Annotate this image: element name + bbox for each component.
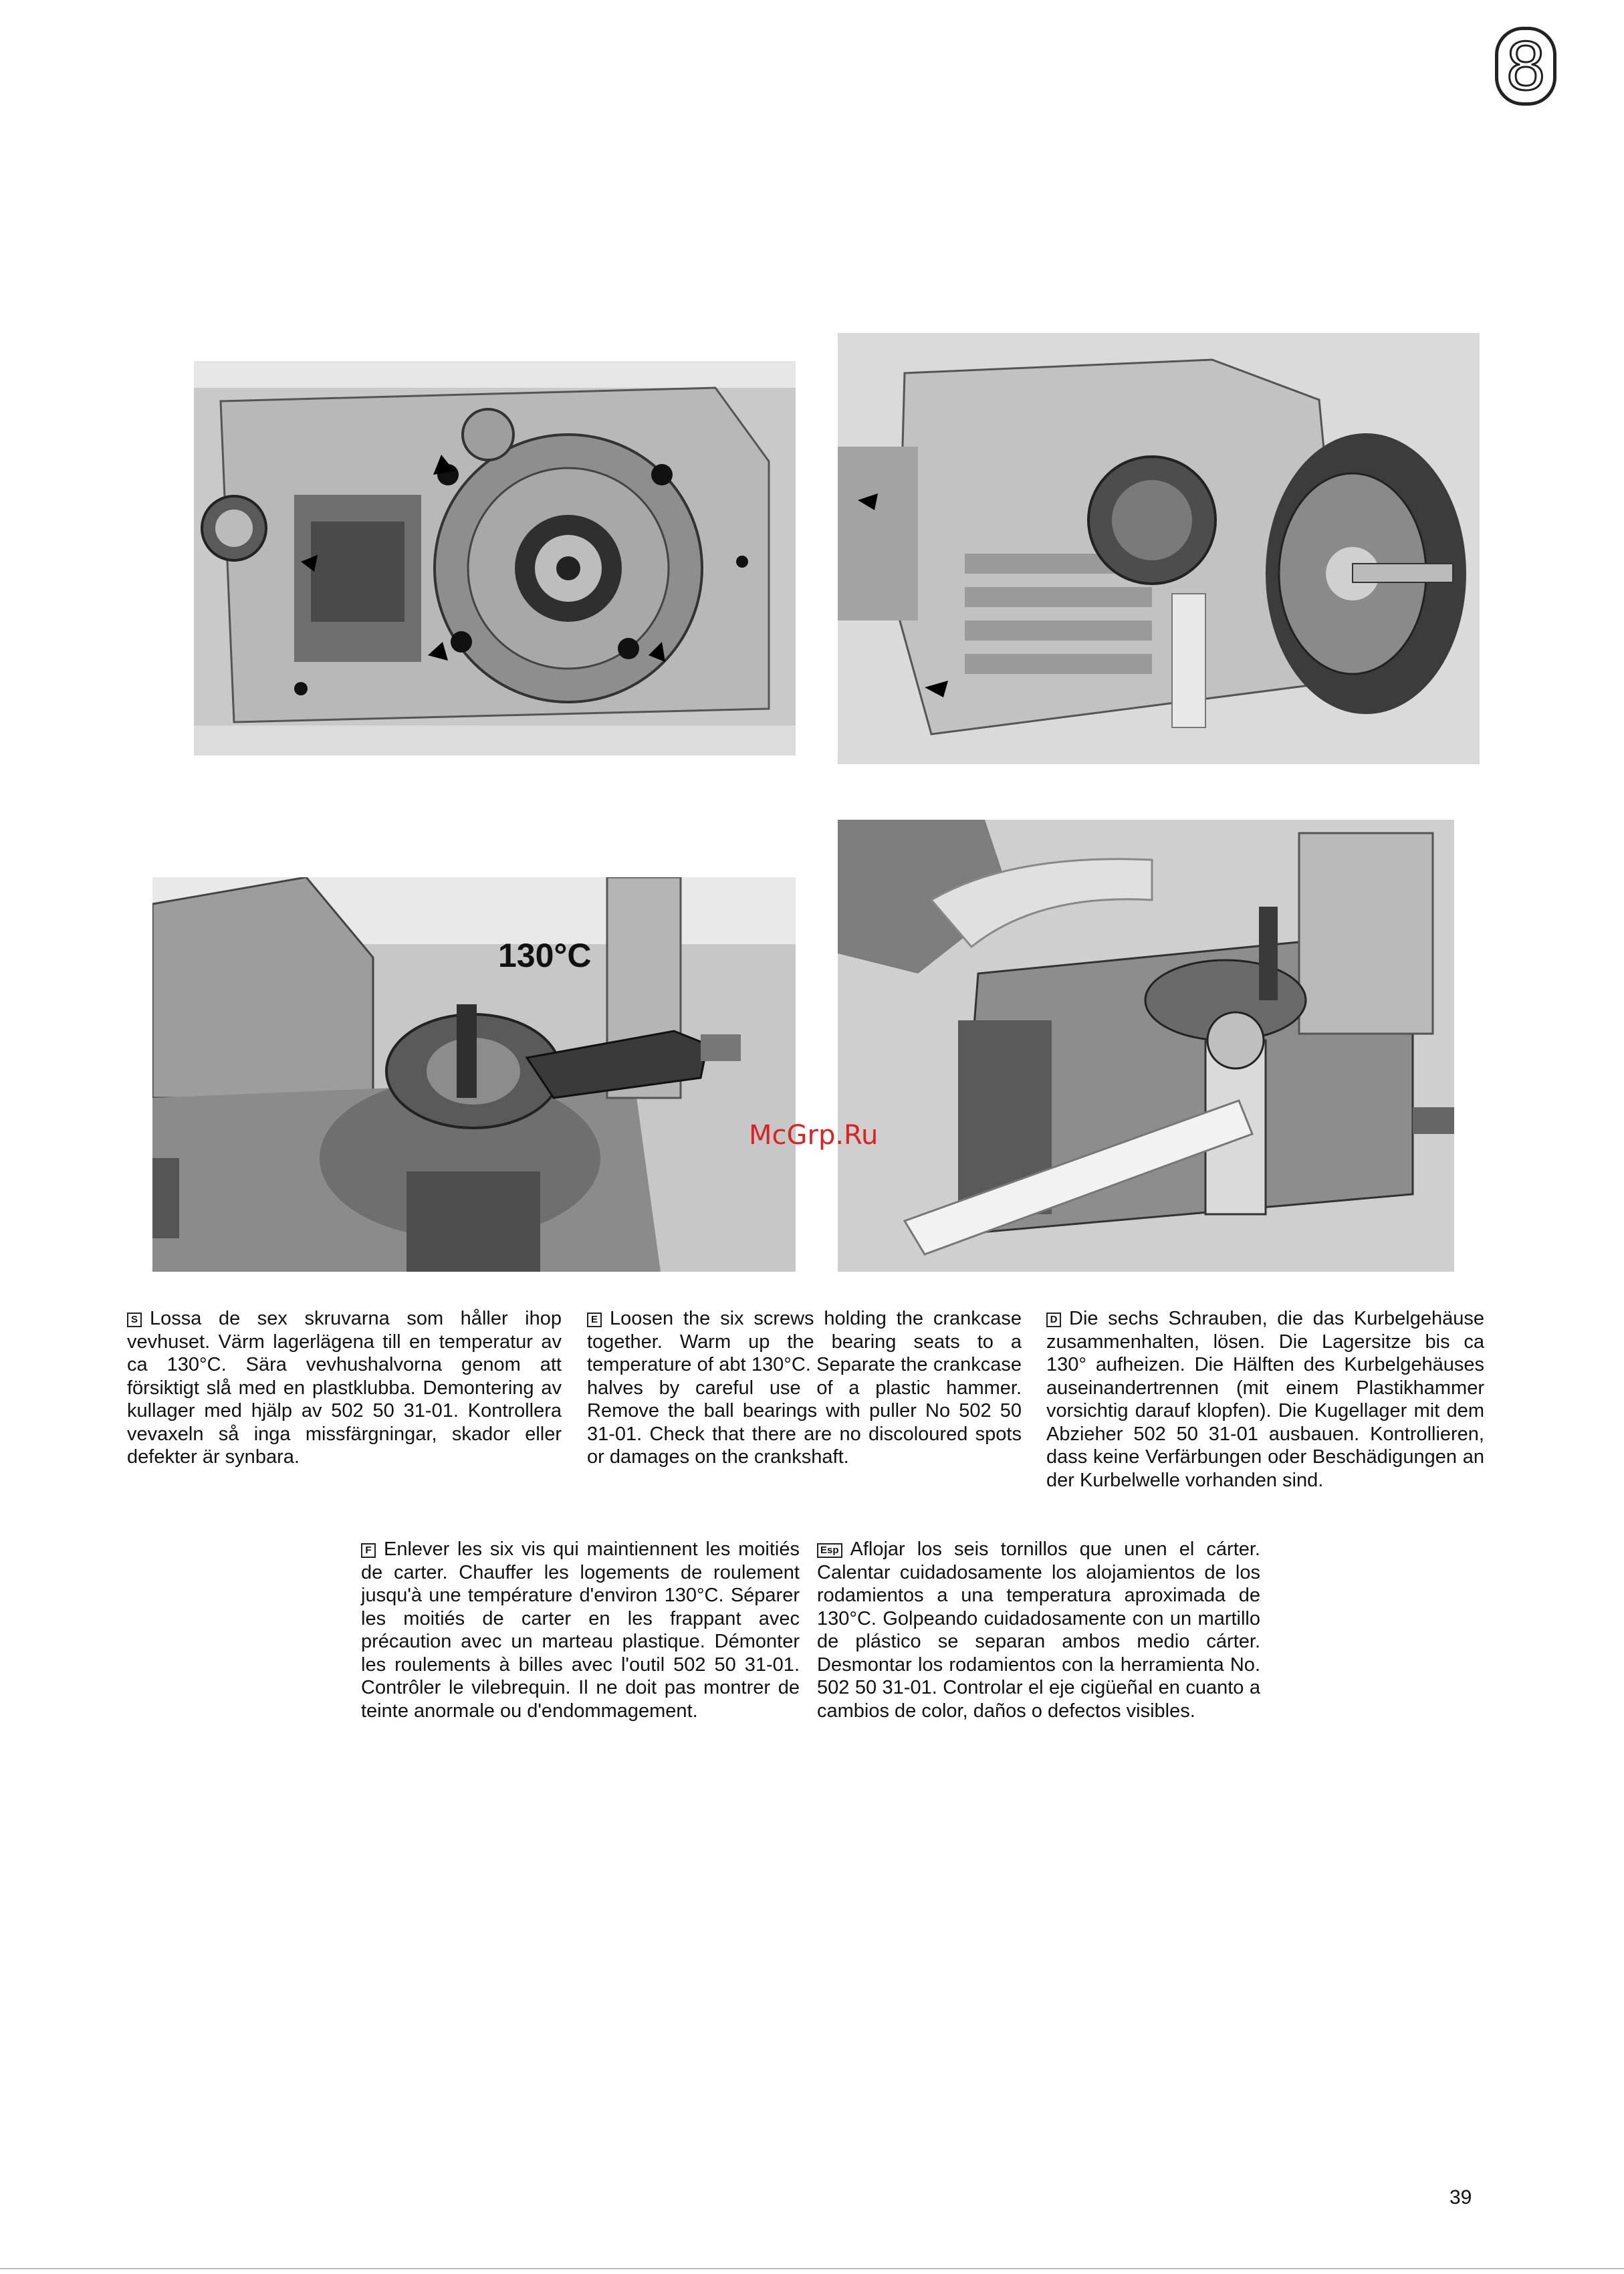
paragraph-spanish-text: Aflojar los seis tornillos que unen el cárter. Calentar cuidadosamente los alojamientos de los rodamientos a una temperatura aproximada de 130°C. Golpeando cuidadosamente con un martillo de plástico se separan ambos medio cárter. Desmontar los rodamientos con la herramienta No. 502 50 31-01. Controlar el eje cigüeñal en cuanto a cambios de color, daños o defectos visibles. [817,1539,1260,1722]
heating-illustration [152,877,796,1272]
bottom-rule [0,2268,1624,2269]
photo-crankcase-assembled [838,333,1480,764]
temperature-label: 130°C [498,937,592,974]
photo-bearing-puller [838,820,1454,1272]
paragraph-french-text: Enlever les six vis qui maintiennent les moitiés de carter. Chauffer les logements de roulement jusqu'à une température d'environ 130°C. Séparer les moitiés de carter en les frappant avec précaution avec un marteau plastique. Démonter les roulements à billes avec l'outil 502 50 31-01. Contrôler le vilebrequin. Il ne doit pas montrer de teinte anormale ou d'endommagement. [361,1539,800,1722]
paragraph-english [587,1307,1022,1469]
paragraph-swedish [127,1307,562,1469]
page-number: 39 [1449,2186,1472,2208]
crankcase-half-illustration [194,361,796,756]
paragraph-spanish [817,1538,1260,1722]
paragraph-swedish-text: Lossa de sex skruvarna som håller ihop vevhuset. Värm lagerlägena till en temperatur av ca 130°C. Sära vevhushalvorna genom att försiktigt slå med en plastklubba. Demontering av kullager med hjälp av 502 50 31-01. Kontrollera vevaxeln så inga missfärgningar, skador eller defekter är synbara. [127,1308,562,1468]
chapter-number: 8 [1495,27,1556,106]
paragraph-german [1046,1307,1484,1492]
language-flag-french: F [361,1543,376,1558]
paragraph-german-text: Die sechs Schrauben, die das Kurbelgehäuse zusammenhalten, lösen. Die Lagersitze bis ca 130° aufheizen. Die Hälften des Kurbelgehäuses auseinandertrennen (mit einem Plastikhammer vorsichtig darauf klopfen). Die Kugellager mit dem Abzieher 502 50 31-01 ausbauen. Kontrollieren, dass keine Verfärbungen oder Beschädigungen an der Kurbelwelle vorhanden sind. [1046,1308,1484,1491]
watermark: McGrp.Ru [749,1120,879,1151]
photo-heating-bearing-seat [152,877,796,1272]
photo-crankcase-half [194,361,796,756]
puller-illustration [838,820,1454,1272]
crankcase-assembled-illustration [838,333,1480,764]
language-flag-swedish: S [127,1313,142,1327]
language-flag-english: E [587,1313,602,1327]
language-flag-spanish: Esp [817,1543,842,1558]
paragraph-french [361,1538,800,1722]
paragraph-english-text: Loosen the six screws holding the crankcase together. Warm up the bearing seats to a temperature of abt 130°C. Separate the crankcase halves by careful use of a plastic hammer. Remove the ball bearings with puller No 502 50 31-01. Check that there are no discoloured spots or damages on the crankshaft. [587,1308,1022,1468]
language-flag-german: D [1046,1313,1061,1327]
